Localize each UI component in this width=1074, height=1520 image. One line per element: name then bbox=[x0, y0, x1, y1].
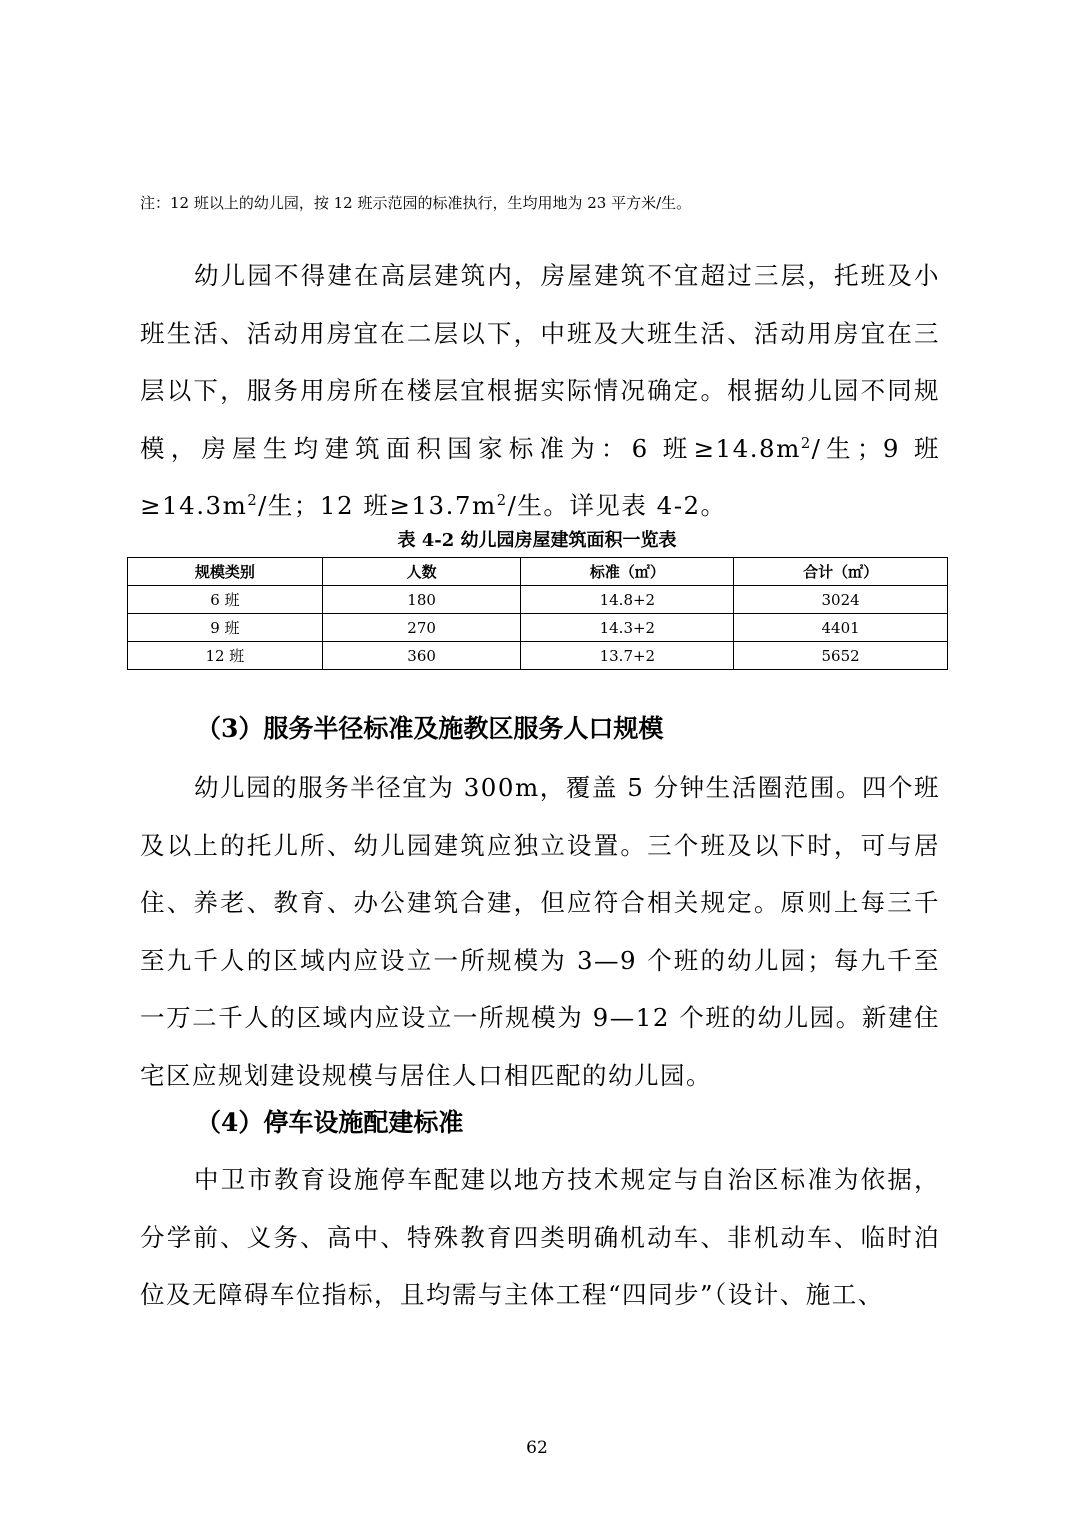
body-paragraph-building-standards bbox=[140, 247, 940, 535]
body-paragraph-parking: 中卫市教育设施停车配建以地方技术规定与自治区标准为依据，分学前、义务、高中、特殊教育四类明确机动车、非机动车、临时泊位及无障碍车位指标，且均需与主体工程“四同步”（设计、施工、 bbox=[140, 1165, 940, 1309]
superscript: 2 bbox=[496, 491, 508, 509]
table-cell: 180 bbox=[322, 586, 521, 614]
table-cell: 6 班 bbox=[128, 586, 323, 614]
kindergarten-area-table bbox=[127, 557, 948, 670]
paragraph-text: /生。详见表 4-2。 bbox=[507, 491, 727, 520]
body-paragraph-service-radius: 幼儿园的服务半径宜为 300m，覆盖 5 分钟生活圈范围。四个班及以上的托儿所、幼儿园建筑应独立设置。三个班及以下时，可与居住、养老、教育、办公建筑合建，但应符合相关规定。原则上每三千至九千人的区域内应设立一所规模为 3—9 个班的幼儿园；每九千至一万二千人的区域内应设立一所规模为 9—12 个班的幼儿园。新建住宅区应规划建设规模与居住人口相匹配的幼儿园。 bbox=[140, 773, 940, 1090]
table-cell: 14.3+2 bbox=[521, 614, 734, 642]
table-cell: 14.8+2 bbox=[521, 586, 734, 614]
table-cell: 360 bbox=[322, 642, 521, 670]
section-heading-service-radius: （3）服务半径标准及施教区服务人口规模 bbox=[196, 714, 664, 743]
table-row bbox=[128, 642, 948, 670]
table-row bbox=[128, 586, 948, 614]
table-cell: 3024 bbox=[734, 586, 948, 614]
table-cell: 5652 bbox=[734, 642, 948, 670]
table-header-row bbox=[128, 558, 948, 586]
table-cell: 4401 bbox=[734, 614, 948, 642]
table-header-cell: 标准（㎡） bbox=[521, 558, 734, 586]
paragraph-text: /生；12 班≥13.7m bbox=[258, 491, 497, 520]
paragraph-text: /生；9 班≥14.3m bbox=[140, 433, 940, 520]
superscript: 2 bbox=[800, 434, 812, 452]
table-title: 表 4-2 幼儿园房屋建筑面积一览表 bbox=[397, 530, 677, 551]
table-header-cell: 规模类别 bbox=[128, 558, 323, 586]
paragraph-text: 幼儿园不得建在高层建筑内，房屋建筑不宜超过三层，托班及小班生活、活动用房宜在二层以下，中班及大班生活、活动用房宜在三层以下，服务用房所在楼层宜根据实际情况确定。根据幼儿园不同规模，房屋生均建筑面积国家标准为：6 班≥14.8m bbox=[140, 261, 940, 463]
table-cell: 12 班 bbox=[128, 642, 323, 670]
table-cell: 9 班 bbox=[128, 614, 323, 642]
table-cell: 270 bbox=[322, 614, 521, 642]
table-header-cell: 人数 bbox=[322, 558, 521, 586]
table-footnote: 注：12 班以上的幼儿园，按 12 班示范园的标准执行，生均用地为 23 平方米/生。 bbox=[140, 194, 692, 212]
table-row bbox=[128, 614, 948, 642]
superscript: 2 bbox=[247, 491, 259, 509]
table-header-cell: 合计（㎡） bbox=[734, 558, 948, 586]
table-cell: 13.7+2 bbox=[521, 642, 734, 670]
section-heading-parking: （4）停车设施配建标准 bbox=[196, 1108, 464, 1137]
page-number: 62 bbox=[526, 1438, 548, 1458]
